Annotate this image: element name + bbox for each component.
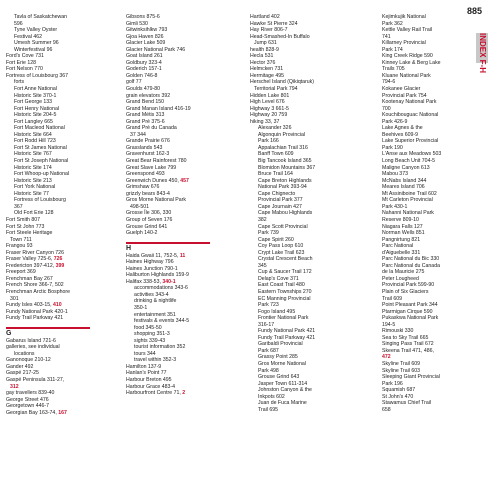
- section-tab: [476, 33, 488, 73]
- index-entry: Fundy National Park 421: [258, 328, 316, 335]
- index-entry: Grand Pré 375-6: [126, 118, 165, 125]
- index-entry: Historic Site 204-5: [14, 112, 57, 119]
- index-entry: Herschel Island (Qikiqtaruk): [250, 79, 315, 86]
- index-entry: Provincial Park 377: [258, 197, 303, 204]
- index-entry: Cape Journain 427: [258, 203, 302, 210]
- index-entry: Cape Mabou Highlands: [258, 210, 313, 217]
- index-entry: Fundy Trail Parkway 421: [258, 334, 316, 341]
- index-entry: Gravenhurst 162-3: [126, 151, 170, 158]
- index-entry: George Street 476: [6, 396, 49, 403]
- index-entry: French Shore 366-7, 502: [6, 282, 64, 289]
- index-entry: Guelph 140-2: [126, 230, 158, 237]
- map-page-reference: 726: [53, 256, 63, 263]
- index-entry: Reserve 809-10: [382, 216, 419, 223]
- index-entry: Fraser Valley 725-6, 726: [6, 256, 63, 263]
- index-entry: National Park 393-94: [258, 184, 307, 191]
- map-page-reference: 472: [382, 354, 391, 361]
- index-entry: Fort Langley 665: [14, 118, 53, 125]
- index-entry: Singing Pass Trail 672: [382, 341, 434, 348]
- index-entry: Fogo Island 495: [258, 308, 296, 315]
- index-entry: Haines Junction 790-1: [126, 265, 178, 272]
- index-entry: Stawamus Chief Trail: [382, 400, 432, 407]
- index-entry: Algonquin Provincial: [258, 131, 306, 138]
- index-entry: Trail 695: [258, 406, 278, 413]
- index-entry: Sleeping Giant Provincial: [382, 374, 440, 381]
- index-entry: Glacier National Park 746: [126, 46, 186, 53]
- index-entry: Maligne Canyon 613: [382, 164, 430, 171]
- index-entry: Jump 631: [254, 40, 277, 47]
- index-entry: Parc National du Bic 330: [382, 256, 440, 263]
- index-entry: Fort Nelson 770: [6, 66, 43, 73]
- index-entry: Territorial Park 794: [254, 86, 298, 93]
- index-entry: Cape Breton Highlands: [258, 177, 312, 184]
- index-entry: Gabarus Island 721-6: [6, 337, 56, 344]
- index-column-3: [250, 14, 334, 413]
- index-entry: d'Aiguebelle 331: [382, 249, 421, 256]
- index-entry: Halifax 338-53, 340-1: [126, 278, 176, 285]
- index-entry: Gaspé Peninsula 311-27,: [6, 376, 65, 383]
- index-entry: Festival 462: [14, 33, 42, 40]
- index-entry: de la Mauricie 275: [382, 269, 425, 276]
- map-page-reference: 2: [182, 390, 186, 397]
- index-entry: Hartland 402: [250, 14, 280, 20]
- index-entry: High Level 676: [250, 99, 285, 106]
- index-entry: Bruce Trail 164: [258, 171, 293, 178]
- index-entry: 350-1: [134, 304, 148, 311]
- index-entry: 794-6: [382, 79, 396, 86]
- map-page-reference: 340-1: [162, 278, 176, 285]
- index-entry: Historic Site 664: [14, 131, 52, 138]
- index-entry: Fort St James National: [14, 144, 67, 151]
- index-entry: travel within 352-3: [134, 357, 177, 364]
- index-entry: Fort Rodd Hill 723: [14, 138, 56, 145]
- index-entry: Fort York National: [14, 184, 56, 191]
- index-entry: Historic Site 174: [14, 164, 52, 171]
- index-entry: Town 711: [10, 236, 32, 243]
- index-entry: grain elevators 392: [126, 92, 171, 99]
- index-entry: Provincial Park 754: [382, 92, 427, 99]
- index-entry: Blomidon Mountains 367: [258, 164, 316, 171]
- index-entry: Grand Manan Island 416-19: [126, 105, 191, 112]
- index-entry: Gros Morne National: [258, 360, 306, 367]
- index-entry: golf 77: [126, 79, 142, 86]
- index-entry: Tavla of Saskatchewan: [14, 14, 68, 20]
- index-entry: Group of Seven 176: [126, 216, 173, 223]
- map-page-reference: 457: [180, 177, 189, 184]
- index-entry: Park 174: [382, 46, 403, 53]
- index-entry: forts: [14, 79, 25, 86]
- index-entry: Fraser River Canyon 726: [6, 249, 64, 256]
- map-page-reference: 399: [55, 262, 65, 269]
- index-entry: Gibsons 875-6: [126, 14, 160, 20]
- index-letter-heading: G: [6, 327, 90, 338]
- index-entry: Golden 746-8: [126, 72, 158, 79]
- index-entry: accommodations 343-6: [134, 285, 188, 292]
- index-entry: Kettle Valley Rail Trail: [382, 27, 433, 34]
- index-entry: Johnston Canyon & the: [258, 387, 312, 394]
- index-entry: locations: [14, 350, 35, 357]
- index-entry: Pangnirtung 821: [382, 236, 421, 243]
- index-entry: Coy Pass Loop 610: [258, 243, 304, 250]
- index-entry: Fort Whoop-up National: [14, 171, 70, 178]
- index-entry: 382: [258, 216, 267, 223]
- index-entry: Grosse Île 306, 330: [126, 210, 172, 217]
- index-entry: Park 166: [258, 138, 279, 145]
- index-entry: Fredericton 397-412, 399: [6, 262, 65, 269]
- index-entry: Grasslands 543: [126, 144, 163, 151]
- index-entry: Gaspé 217-25: [6, 370, 39, 377]
- index-entry: Kouchibouguac National: [382, 112, 439, 119]
- index-entry: Great Slave Lake 799: [126, 164, 177, 171]
- index-entry: Juan de Fuca Marine: [258, 400, 307, 407]
- index-entry: drinking & nightlife: [134, 298, 177, 305]
- index-entry: Gitwinksihlkw 793: [126, 27, 168, 34]
- index-entry: Trails 705: [382, 66, 405, 73]
- index-entry: Mt Carleton Provincial: [382, 197, 433, 204]
- index-entry: Fort Smith 807: [6, 216, 41, 223]
- index-entry: Fort St Joseph National: [14, 158, 69, 165]
- index-entry: Helmcken 731: [250, 66, 284, 73]
- index-entry: Goat Island 261: [126, 53, 163, 60]
- index-entry: 316-17: [258, 321, 275, 328]
- index-entry: Fundy Isles 403-15, 410: [6, 302, 62, 309]
- index-entry: Harbour Breton 495: [126, 376, 172, 383]
- index-entry: Point Pleasant Park 344: [382, 302, 438, 309]
- index-entry: Frenchman Bay 267: [6, 275, 53, 282]
- page-number: 885: [466, 6, 482, 16]
- index-entry: Fort Steele Heritage: [6, 230, 53, 237]
- index-entry: Gander 492: [6, 363, 34, 370]
- index-entry: health 828-9: [250, 46, 279, 53]
- index-entry: Fort George 133: [14, 99, 53, 106]
- index-entry: Mt Assiniboine Trail 602: [382, 190, 437, 197]
- index-entry: Historic Site 77: [14, 190, 49, 197]
- index-entry: Tyne Valley Oyster: [14, 27, 58, 34]
- index-entry: Fundy Trail Parkway 421: [6, 315, 64, 322]
- index-entry: Fort Henry National: [14, 105, 59, 112]
- index-entry: Grouse Grind 643: [258, 374, 300, 381]
- index-column-4: [374, 14, 458, 413]
- index-entry: Hermitage 495: [250, 72, 285, 79]
- index-entry: Squamish 687: [382, 387, 416, 394]
- index-entry: McNabs Island 344: [382, 177, 427, 184]
- index-entry: gay travellers 839-40: [6, 390, 55, 397]
- index-entry: Mabou 373: [382, 171, 408, 178]
- index-entry: Jasper Town 611-314: [258, 380, 308, 387]
- index-entry: Parc National: [382, 243, 414, 250]
- index-entry: Provincial Park 599-90: [382, 282, 435, 289]
- index-entry: Hector 376: [250, 59, 276, 66]
- index-entry: Cup & Saucer Trail 172: [258, 269, 312, 276]
- index-entry: 596: [14, 20, 23, 27]
- index-entry: Highway 20 759: [250, 112, 288, 119]
- index-entry: Fort Erie 128: [6, 59, 36, 66]
- index-entry: Kinney Lake & Berg Lake: [382, 59, 441, 66]
- index-entry: Banff Town 609: [258, 151, 294, 158]
- index-entry: Beehives 609-9: [382, 131, 419, 138]
- index-entry: sights 339-43: [134, 337, 166, 344]
- index-entry: Frontier National Park: [258, 315, 309, 322]
- map-page-reference: 11: [179, 252, 186, 259]
- index-entry: Plain of Six Glaciers: [382, 288, 429, 295]
- index-entry: King Creek Ridge 590: [382, 53, 433, 60]
- index-entry: Park 723: [258, 302, 279, 309]
- index-entry: 345: [258, 262, 267, 269]
- index-entry: Park 739: [258, 230, 279, 237]
- index-entry: Fortress of Louisbourg: [14, 197, 66, 204]
- index-entry: Historic Site 767: [14, 151, 52, 158]
- index-entry: Harbourfront Centre 71, 2: [126, 390, 186, 397]
- index-entry: Goldbury 323-4: [126, 59, 162, 66]
- index-entry: Ford's Cove 731: [6, 53, 44, 60]
- index-entry: Big Tancook Island 365: [258, 158, 312, 165]
- index-entry: Fortress of Louisbourg 367: [6, 72, 68, 79]
- index-entry: grizzly bears 843-4: [126, 190, 170, 197]
- index-entry: Lake Agnes & the: [382, 125, 423, 132]
- index-entry: Hawke St Pierre 324: [250, 20, 298, 27]
- index-entry: galleries, see individual: [6, 344, 60, 351]
- index-entry: 741: [382, 33, 391, 40]
- index-entry: Kokanee Glacier: [382, 86, 421, 93]
- index-entry: Freeport 369: [6, 269, 36, 276]
- index-entry: Kejimkujik National: [382, 14, 426, 20]
- index-entry: festivals & events 344-5: [134, 318, 190, 325]
- index-entry: Grouse Grind 641: [126, 223, 168, 230]
- index-entry: Pukaskwa National Park: [382, 315, 439, 322]
- index-entry: EC Manning Provincial: [258, 295, 311, 302]
- index-entry: Kluane National Park: [382, 72, 431, 79]
- index-entry: 301: [10, 295, 19, 302]
- index-entry: Alexander 326: [258, 125, 292, 132]
- index-entry: Sea to Sky Trail 665: [382, 334, 429, 341]
- index-entry: Grande Prairie 676: [126, 138, 170, 145]
- index-entry: Hidden Lake 801: [250, 92, 290, 99]
- index-entry: Gjoa Haven 826: [126, 33, 164, 40]
- index-entry: tours 344: [134, 350, 156, 357]
- index-entry: Haines Highway 796: [126, 259, 174, 266]
- index-entry: Head-Smashed-In Buffalo: [250, 33, 310, 40]
- index-entry: Hamilton 137-9: [126, 363, 162, 370]
- index-entry: Hay River 806-7: [250, 27, 288, 34]
- index-entry: Hanlan's Point 77: [126, 370, 167, 377]
- index-entry: Gimli 530: [126, 20, 148, 27]
- index-entry: Frangou 93: [6, 243, 33, 250]
- index-entry: Garibaldi Provincial: [258, 341, 303, 348]
- index-entry: Delap's Cove 371: [258, 275, 299, 282]
- index-entry: Park 430-1: [382, 203, 408, 210]
- index-entry: Crypt Lake Trail 623: [258, 249, 305, 256]
- index-entry: Killarney Provincial: [382, 40, 426, 47]
- index-entry: Georgetown 446-7: [6, 403, 49, 410]
- index-entry: Winterfestival 96: [14, 46, 53, 53]
- index-entry: Peter Lougheed: [382, 275, 419, 282]
- index-entry: Park 426-9: [382, 118, 408, 125]
- index-column-2: [126, 14, 210, 397]
- index-entry: Park 196: [382, 380, 403, 387]
- index-entry: Park 687: [258, 347, 279, 354]
- section-tab-label: INDEX F-H: [478, 33, 487, 73]
- index-entry: Fundy National Park 420-1: [6, 308, 68, 315]
- index-entry: Nahanni National Park: [382, 210, 434, 217]
- index-entry: Norman Wells 851: [382, 230, 425, 237]
- index-entry: 367: [14, 203, 23, 210]
- index-entry: Goulds 479-80: [126, 86, 161, 93]
- index-entry: Hecla 531: [250, 53, 274, 60]
- index-entry: Appalachian Trail 316: [258, 144, 308, 151]
- index-entry: Ganonoque 210-12: [6, 357, 51, 364]
- index-entry: 194-5: [382, 321, 396, 328]
- index-entry: entertainment 351: [134, 311, 176, 318]
- index-entry: Crystal Crescent Beach: [258, 256, 313, 263]
- index-entry: Highway 3 661-5: [250, 105, 289, 112]
- index-entry: Kootenay National Park: [382, 99, 437, 106]
- index-entry: Cape Scott Provincial: [258, 223, 308, 230]
- index-entry: Cape Chignecto: [258, 190, 296, 197]
- index-entry: Lake Superior Provincial: [382, 138, 439, 145]
- index-entry: Meares Island 706: [382, 184, 425, 191]
- map-page-reference: 410: [53, 302, 62, 309]
- index-entry: East Coast Trail 480: [258, 282, 305, 289]
- index-entry: Fort Macleod National: [14, 125, 65, 132]
- index-entry: Gros Morne National Park: [126, 197, 186, 204]
- index-entry: Goderich 157-1: [126, 66, 162, 73]
- index-entry: 658: [382, 406, 391, 413]
- index-entry: Great Bear Rainforest 780: [126, 158, 187, 165]
- index-entry: food 345-50: [134, 324, 162, 331]
- index-entry: Park 190: [382, 144, 403, 151]
- index-entry: Ptarmigan Cirque 590: [382, 308, 433, 315]
- index-entry: Harbour Grace 483-4: [126, 383, 176, 390]
- index-entry: Georgian Bay 163-74, 167: [6, 409, 67, 416]
- index-entry: Fort Anne National: [14, 86, 57, 93]
- index-entry: Haliburton Highlands 159-9: [126, 272, 189, 279]
- index-entry: Cape Spirit 260: [258, 236, 294, 243]
- index-letter-heading: H: [126, 242, 210, 253]
- index-entry: Eastern Townships 270: [258, 288, 312, 295]
- index-entry: Rimouski 330: [382, 328, 414, 335]
- index-entry: 700: [382, 105, 391, 112]
- index-entry: Skyline Trail 603: [382, 367, 421, 374]
- index-entry: Grand Métis 313: [126, 112, 165, 119]
- map-page-reference: 312: [10, 383, 19, 390]
- index-entry: tourist information 352: [134, 344, 186, 351]
- index-entry: Old Fort Erie 128: [14, 210, 54, 217]
- index-entry: Grassy Point 285: [258, 354, 298, 361]
- index-entry: 37 344: [130, 131, 146, 138]
- index-entry: L'Anse aux Meadows 503: [382, 151, 442, 158]
- index-entry: Parc National du Canada: [382, 262, 440, 269]
- index-entry: Historic Site 370-1: [14, 92, 57, 99]
- index-entry: Park 362: [382, 20, 403, 27]
- index-entry: Fort St John 773: [6, 223, 45, 230]
- index-entry: Grand Pré du Canada: [126, 125, 177, 132]
- index-entry: Grimshaw 676: [126, 184, 160, 191]
- index-entry: 498-501: [130, 203, 150, 210]
- map-page-reference: 167: [58, 409, 67, 416]
- index-entry: Haida Gwaii 11, 752-5, 11: [126, 252, 186, 259]
- index-entry: St John's 470: [382, 393, 414, 400]
- index-entry: Grand Bend 150: [126, 99, 165, 106]
- index-column-1: [6, 14, 90, 416]
- index-entry: Frenchman Arctic Bosphore: [6, 288, 71, 295]
- index-entry: Skyline Trail 609: [382, 360, 421, 367]
- index-entry: Park 498: [258, 367, 279, 374]
- index-entry: Glacier Lake 509: [126, 40, 166, 47]
- index-entry: Umesh Summer 96: [14, 40, 59, 47]
- index-entry: Inkpots 602: [258, 393, 285, 400]
- index-entry: Long Beach Unit 704-5: [382, 158, 436, 165]
- index-entry: Greenwich Dunes 450, 457: [126, 177, 189, 184]
- index-entry: activities 343-4: [134, 291, 169, 298]
- index-entry: Trail 609: [382, 295, 402, 302]
- index-entry: Niagara Falls 127: [382, 223, 423, 230]
- index-entry: hiking 33, 37: [250, 118, 280, 125]
- index-entry: shopping 351-3: [134, 331, 170, 338]
- index-entry: Greenspond 493: [126, 171, 165, 178]
- index-entry: Skeena Trail 471, 486,: [382, 347, 434, 354]
- index-entry: Historic Site 213: [14, 177, 52, 184]
